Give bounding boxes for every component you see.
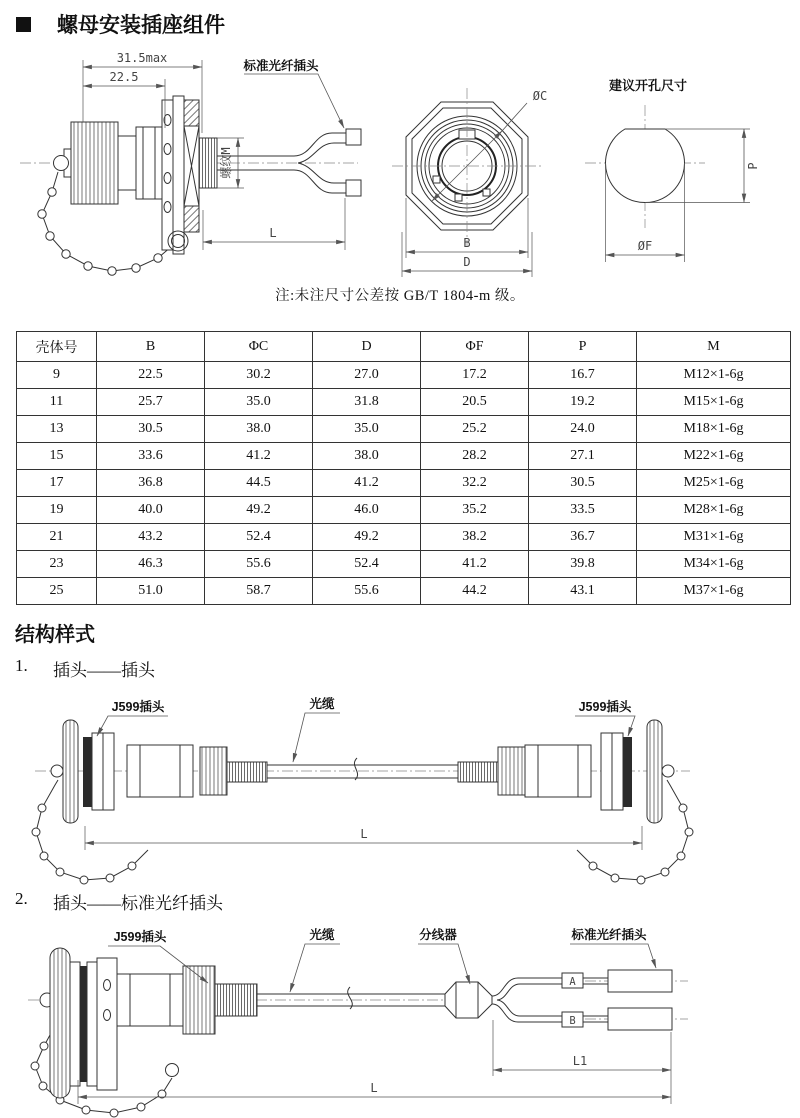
column-header: 壳体号 [17, 332, 97, 362]
fiber-plug-upper [608, 970, 672, 992]
table-cell: 32.2 [421, 470, 529, 497]
table-cell: M28×1-6g [637, 497, 791, 524]
dim-label-L1: L1 [572, 1054, 588, 1068]
cable-label: 光缆 [309, 928, 335, 942]
table-cell: 25.7 [97, 389, 205, 416]
table-cell: M12×1-6g [637, 362, 791, 389]
fiber-tip-lower [346, 180, 361, 196]
engineering-drawing-views [0, 40, 800, 285]
fiber-plug-lower [608, 1008, 672, 1030]
knurled-cap [71, 122, 118, 204]
diagram-plug-to-plug [0, 695, 800, 895]
list-item-1 [15, 656, 155, 681]
branch-a-label: A [569, 976, 576, 988]
gasket [80, 966, 87, 1082]
backshell-nut [200, 747, 227, 795]
column-header: ΦC [205, 332, 313, 362]
table-cell: M34×1-6g [637, 551, 791, 578]
diagram-plug-to-fiber [0, 928, 800, 1118]
table-cell: 25 [17, 578, 97, 605]
table-cell: 46.3 [97, 551, 205, 578]
flange-disc [647, 720, 662, 823]
dim-label-F: ØF [637, 239, 653, 253]
table-cell: 35.0 [313, 416, 421, 443]
fiber-plug-label: 标准光纤插头 [571, 928, 647, 942]
dim-label-D: D [463, 255, 471, 269]
table-cell: 30.5 [97, 416, 205, 443]
table-row [17, 362, 791, 389]
dim-label-thread: 螺纹M [219, 147, 233, 179]
table-cell: 46.0 [313, 497, 421, 524]
dim-label-31-5max: 31.5max [116, 51, 168, 65]
panel-hatch-bottom [184, 206, 199, 232]
column-header: D [313, 332, 421, 362]
table-cell: 17.2 [421, 362, 529, 389]
splitter-label: 分线器 [419, 928, 457, 942]
panel-hatch-top [184, 100, 199, 126]
list-item-number: 2. [15, 889, 28, 908]
table-cell: M25×1-6g [637, 470, 791, 497]
table-header-row [17, 332, 791, 362]
hole-view-title: 建议开孔尺寸 [608, 78, 688, 93]
page-title: 螺母安装插座组件 [57, 14, 225, 37]
table-cell: M18×1-6g [637, 416, 791, 443]
table-row [17, 416, 791, 443]
table-cell: 55.6 [205, 551, 313, 578]
cable-break [354, 758, 357, 780]
table-cell: 21 [17, 524, 97, 551]
table-cell: 44.2 [421, 578, 529, 605]
table-cell: 23 [17, 551, 97, 578]
table-cell: 40.0 [97, 497, 205, 524]
plug-label: J599插头 [113, 930, 167, 944]
fiber-tip-upper [346, 129, 361, 145]
table-cell: 11 [17, 389, 97, 416]
left-plug [32, 720, 267, 884]
table-cell: 44.5 [205, 470, 313, 497]
table-cell: 30.5 [529, 470, 637, 497]
table-cell: 16.7 [529, 362, 637, 389]
table-cell: M37×1-6g [637, 578, 791, 605]
threaded-stub [199, 138, 217, 188]
table-cell: 39.8 [529, 551, 637, 578]
gasket [83, 737, 92, 807]
table-row [17, 443, 791, 470]
side-view-drawing [20, 96, 361, 275]
table-cell: 38.0 [205, 416, 313, 443]
table-cell: 41.2 [205, 443, 313, 470]
table-cell: 55.6 [313, 578, 421, 605]
branch-b-label: B [569, 1015, 576, 1027]
dim-label-L: L [269, 226, 277, 240]
strain-relief [458, 762, 498, 782]
table-cell: 17 [17, 470, 97, 497]
table-cell: 33.6 [97, 443, 205, 470]
list-item-label: 插头——标准光纤插头 [53, 894, 223, 913]
table-cell: 31.8 [313, 389, 421, 416]
cable-label: 光缆 [309, 697, 335, 711]
table-cell: 27.1 [529, 443, 637, 470]
table-cell: 35.0 [205, 389, 313, 416]
table-cell: 43.2 [97, 524, 205, 551]
list-item-label: 插头——插头 [53, 661, 155, 680]
table-cell: 38.0 [313, 443, 421, 470]
table-cell: 9 [17, 362, 97, 389]
table-cell: 58.7 [205, 578, 313, 605]
table-cell: 19.2 [529, 389, 637, 416]
table-cell: 52.4 [205, 524, 313, 551]
table-cell: 24.0 [529, 416, 637, 443]
table-cell: 15 [17, 443, 97, 470]
spec-table [16, 331, 791, 605]
table-row [17, 389, 791, 416]
scalloped-washer [97, 958, 117, 1090]
shell [525, 745, 591, 797]
dim-label-C: ØC [532, 89, 548, 103]
dome-knob [54, 156, 69, 171]
chain-ring [166, 1064, 179, 1077]
table-cell: 36.7 [529, 524, 637, 551]
table-row [17, 578, 791, 605]
j599-plug [31, 948, 257, 1117]
table-row [17, 470, 791, 497]
column-header: ΦF [421, 332, 529, 362]
column-header: B [97, 332, 205, 362]
table-cell: 38.2 [421, 524, 529, 551]
flange-disc [50, 948, 70, 1098]
table-cell: 49.2 [313, 524, 421, 551]
table-cell: 22.5 [97, 362, 205, 389]
neck [118, 136, 136, 190]
dim-label-L: L [360, 827, 368, 841]
gasket [623, 737, 632, 807]
section-heading: 结构样式 [15, 624, 95, 646]
spec-table-wrap [16, 331, 791, 605]
table-cell: 49.2 [205, 497, 313, 524]
spec-table-body [17, 362, 791, 605]
list-item-2 [15, 889, 223, 914]
splitter [445, 982, 492, 1018]
table-cell: M22×1-6g [637, 443, 791, 470]
table-cell: 20.5 [421, 389, 529, 416]
tolerance-note: 注:未注尺寸公差按 GB/T 1804-m 级。 [275, 288, 525, 304]
table-cell: 43.1 [529, 578, 637, 605]
dim-label-22-5: 22.5 [109, 70, 139, 84]
table-cell: 33.5 [529, 497, 637, 524]
left-plug-label: J599插头 [111, 700, 165, 714]
strain-relief [227, 762, 267, 782]
flange-plate [173, 96, 184, 254]
dim-label-L: L [370, 1081, 378, 1095]
d-hole-shape [606, 129, 685, 203]
column-header: P [529, 332, 637, 362]
list-item-number: 1. [15, 656, 28, 675]
flange-disc [63, 720, 78, 823]
table-cell: M31×1-6g [637, 524, 791, 551]
table-row [17, 551, 791, 578]
table-cell: 36.8 [97, 470, 205, 497]
title-bullet-icon [16, 17, 31, 32]
table-cell: 52.4 [313, 551, 421, 578]
dim-label-P: P [746, 162, 760, 170]
page-header [16, 9, 225, 39]
shell [117, 974, 183, 1026]
table-row [17, 524, 791, 551]
table-cell: M15×1-6g [637, 389, 791, 416]
dome-knob [662, 765, 674, 777]
body [136, 127, 162, 199]
table-cell: 28.2 [421, 443, 529, 470]
right-plug-label: J599插头 [578, 700, 632, 714]
hole-view-drawing [585, 78, 760, 262]
front-view-drawing [392, 88, 547, 277]
strain-relief [215, 984, 257, 1016]
table-cell: 41.2 [421, 551, 529, 578]
table-cell: 25.2 [421, 416, 529, 443]
table-cell: 35.2 [421, 497, 529, 524]
shell [127, 745, 193, 797]
fiber-branches [492, 970, 672, 1030]
dim-label-B: B [463, 236, 471, 250]
right-plug [458, 720, 693, 884]
cable [267, 765, 458, 778]
table-cell: 13 [17, 416, 97, 443]
column-header: M [637, 332, 791, 362]
table-cell: 51.0 [97, 578, 205, 605]
table-cell: 27.0 [313, 362, 421, 389]
dome-knob [51, 765, 63, 777]
backshell-nut [498, 747, 525, 795]
table-row [17, 497, 791, 524]
fiber-plug-callout: 标准光纤插头 [243, 59, 319, 73]
table-cell: 19 [17, 497, 97, 524]
table-cell: 41.2 [313, 470, 421, 497]
table-cell: 30.2 [205, 362, 313, 389]
